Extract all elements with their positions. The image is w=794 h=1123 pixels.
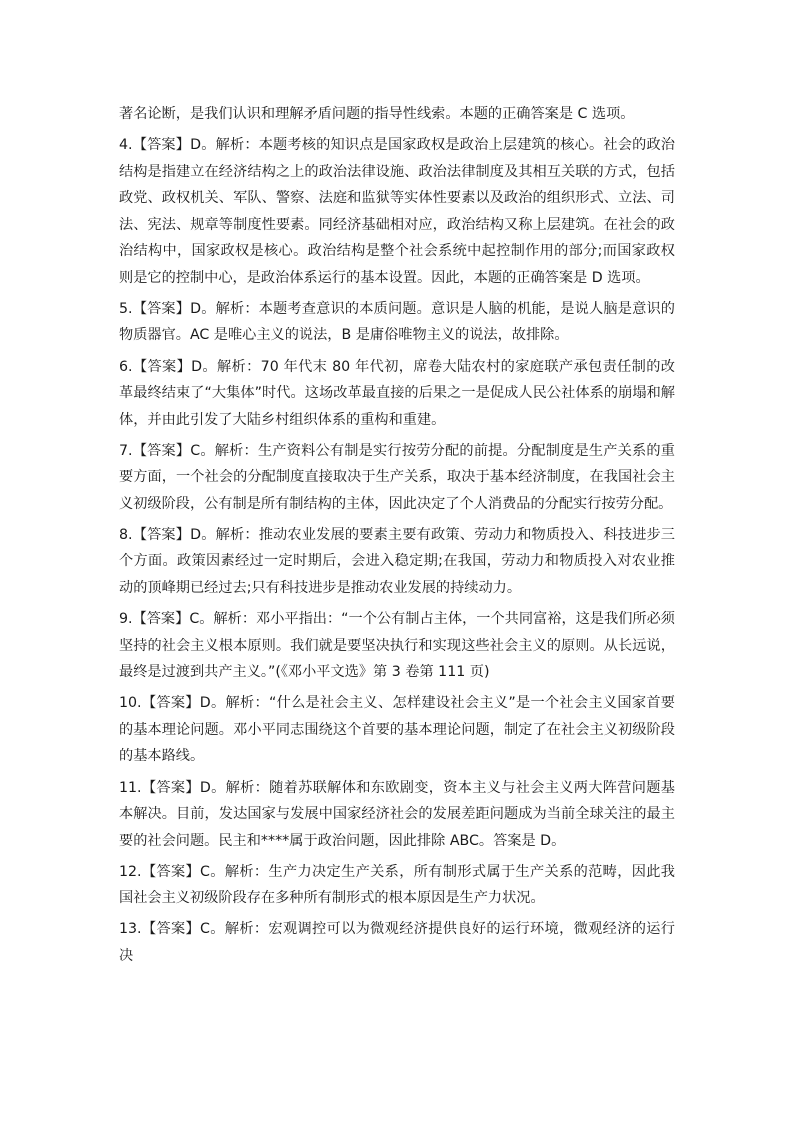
answer-item-7: 7.【答案】C。解析：生产资料公有制是实行按劳分配的前提。分配制度是生产关系的重要方面，一个社会的分配制度直接取决于生产关系，取决于基本经济制度，在我国社会主义初级阶段，公有制是所有制结构的主体，因此决定了个人消费品的分配实行按劳分配。	[119, 442, 675, 512]
answer-item-4: 4.【答案】D。解析：本题考核的知识点是国家政权是政治上层建筑的核心。社会的政治结构是指建立在经济结构之上的政治法律设施、政治法律制度及其相互关联的方式，包括政党、政权机关、军队、警察、法庭和监狱等实体性要素以及政治的组织形式、立法、司法、宪法、规章等制度性要素。同经济基础相对应，政治结构又称上层建筑。在社会的政治结构中，国家政权是核心。政治结构是整个社会系统中起控制作用的部分;而国家政权则是它的控制中心，是政治体系运行的基本设置。因此，本题的正确答案是 D 选项。	[119, 137, 675, 286]
answer-explanations	[119, 101, 675, 974]
answer-item-8: 8.【答案】D。解析：推动农业发展的要素主要有政策、劳动力和物质投入、科技进步三个方面。政策因素经过一定时期后，会进入稳定期;在我国，劳动力和物质投入对农业推动的顶峰期已经过去;只有科技进步是推动农业发展的持续动力。	[119, 526, 675, 596]
answer-item-6: 6.【答案】D。解析：70 年代末 80 年代初，席卷大陆农村的家庭联产承包责任制的改革最终结束了“大集体”时代。这场改革最直接的后果之一是促成人民公社体系的崩塌和解体，并由此引发了大陆乡村组织体系的重构和重建。	[119, 358, 675, 428]
answer-item-5: 5.【答案】D。解析：本题考查意识的本质问题。意识是人脑的机能，是说人脑是意识的物质器官。AC 是唯心主义的说法，B 是庸俗唯物主义的说法，故排除。	[119, 300, 675, 344]
answer-item-10: 10.【答案】D。解析：“什么是社会主义、怎样建设社会主义”是一个社会主义国家首要的基本理论问题。邓小平同志围绕这个首要的基本理论问题，制定了在社会主义初级阶段的基本路线。	[119, 695, 675, 765]
answer-item-11: 11.【答案】D。解析：随着苏联解体和东欧剧变，资本主义与社会主义两大阵营问题基本解决。目前，发达国家与发展中国家经济社会的发展差距问题成为当前全球关注的最主要的社会问题。民主和****属于政治问题，因此排除 ABC。答案是 D。	[119, 779, 675, 849]
answer-item-12: 12.【答案】C。解析：生产力决定生产关系，所有制形式属于生产关系的范畴，因此我国社会主义初级阶段存在多种所有制形式的根本原因是生产力状况。	[119, 863, 675, 907]
paragraph-continuation: 著名论断，是我们认识和理解矛盾问题的指导性线索。本题的正确答案是 C 选项。	[119, 106, 635, 122]
answer-item-13: 13.【答案】C。解析：宏观调控可以为微观经济提供良好的运行环境，微观经济的运行决	[119, 921, 675, 964]
answer-item-9: 9.【答案】C。解析：邓小平指出：“一个公有制占主体，一个共同富裕，这是我们所必须坚持的社会主义根本原则。我们就是要坚决执行和实现这些社会主义的原则。从长远说，最终是过渡到共产主义。”(《邓小平文选》第 3 卷第 111 页)	[119, 611, 675, 681]
